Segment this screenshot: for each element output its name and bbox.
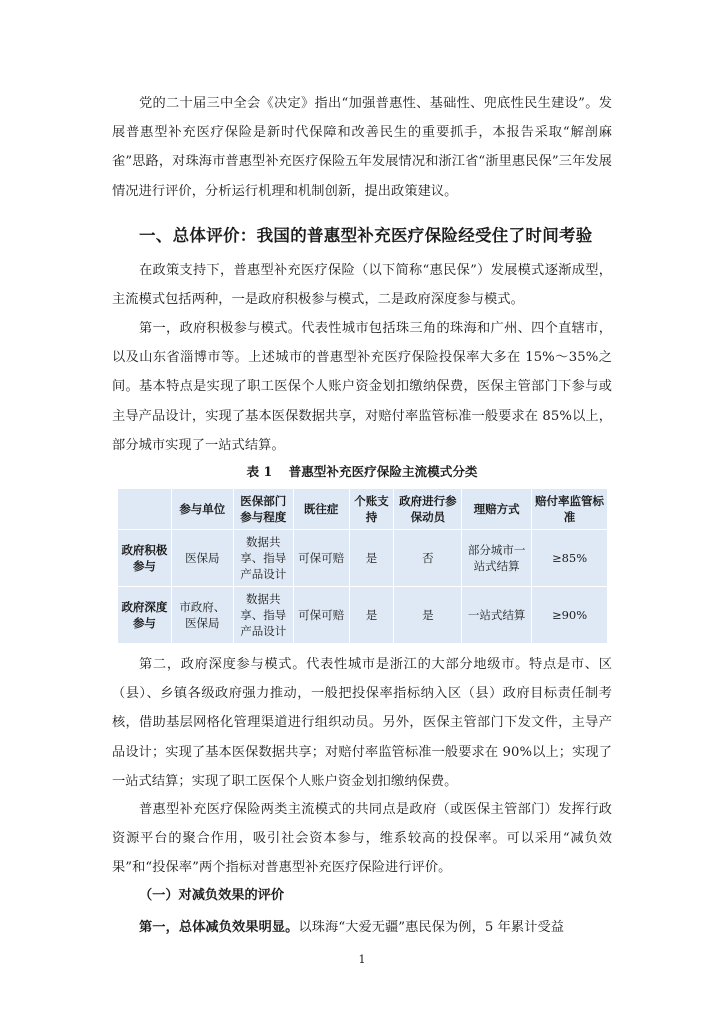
table-cell: 市政府、医保局 — [171, 587, 233, 644]
paragraph-mode-overview: 在政策支持下，普惠型补充医疗保险（以下简称“惠民保”）发展模式逐渐成型，主流模式包括两种，一是政府积极参与模式，二是政府深度参与模式。 — [112, 263, 612, 308]
subsection-heading: （一）对减负效果的评价 — [139, 888, 285, 903]
paragraph-deep-participation: 第二，政府深度参与模式。代表性城市是浙江的大部分地级市。特点是市、区（县）、乡镇各级政府强力推动，一般把投保率指标纳入区（县）政府目标责任制考核，借助基层网格化管理渠道进行组织动员。另外，医保主管部门下发文件，主导产品设计；实现了基本医保数据共享；对赔付率监管标准一般要求在 90%以上；实现了一站式结算；实现了职工医保个人账户资金划扣缴纳保费。 — [112, 657, 612, 789]
mode-classification-table — [117, 488, 608, 644]
paragraph-common-features: 普惠型补充医疗保险两类主流模式的共同点是政府（或医保主管部门）发挥行政资源平台的聚合作用，吸引社会资本参与，维系较高的投保率。可以采用“减负效果”和“投保率”两个指标对普惠型补充医疗保险进行评价。 — [112, 802, 612, 876]
table-caption-number: 表 1 — [246, 464, 273, 479]
paragraph-body: 以珠海“大爱无疆”惠民保为例，5 年累计受益 — [298, 920, 565, 935]
table-header-cell: 参与单位 — [171, 489, 233, 530]
section-heading-1: 一、总体评价：我国的普惠型补充医疗保险经受住了时间考验 — [139, 226, 593, 245]
table-header-cell: 个账支持 — [349, 489, 394, 530]
table-header-cell: 理赔方式 — [462, 489, 532, 530]
table-row-header: 政府深度参与 — [118, 587, 172, 644]
table-cell: 是 — [349, 587, 394, 644]
table-header-cell — [118, 489, 172, 530]
paragraph-burden-reduction — [112, 913, 612, 942]
table-cell: ≥90% — [532, 587, 608, 644]
table-row — [118, 587, 608, 644]
paragraph-active-participation: 第一，政府积极参与模式。代表性城市包括珠三角的珠海和广州、四个直辖市，以及山东省淄博市等。上述城市的普惠型补充医疗保险投保率大多在 15%～35%之间。基本特点是实现了职工医保个人账户资金划扣缴纳保费，医保主管部门下参与或主导产品设计，实现了基本医保数据共享，对赔付率监管标准一般要求在 85%以上，部分城市实现了一站式结算。 — [112, 321, 612, 453]
table-cell: 是 — [349, 530, 394, 587]
table-caption-title: 普惠型补充医疗保险主流模式分类 — [288, 464, 478, 479]
table-row-header: 政府积极参与 — [118, 530, 172, 587]
table-cell: 可保可赔 — [293, 530, 349, 587]
table-header-row — [118, 489, 608, 530]
table-cell: 数据共享、指导产品设计 — [233, 530, 293, 587]
table-cell: 数据共享、指导产品设计 — [233, 587, 293, 644]
table-cell: 一站式结算 — [462, 587, 532, 644]
table-caption — [0, 461, 724, 480]
table-cell: ≥85% — [532, 530, 608, 587]
table-cell: 可保可赔 — [293, 587, 349, 644]
page-number: 1 — [358, 953, 366, 966]
table-row — [118, 530, 608, 587]
table-header-cell: 医保部门参与程度 — [233, 489, 293, 530]
intro-paragraph: 党的二十届三中全会《决定》指出“加强普惠性、基础性、兜底性民生建设”。发展普惠型补充医疗保险是新时代保障和改善民生的重要抓手，本报告采取“解剖麻雀”思路，对珠海市普惠型补充医疗保险五年发展情况和浙江省“浙里惠民保”三年发展情况进行评价，分析运行机理和机制创新，提出政策建议。 — [112, 96, 612, 199]
table-cell: 医保局 — [171, 530, 233, 587]
table-cell: 部分城市一站式结算 — [462, 530, 532, 587]
table-cell: 否 — [394, 530, 462, 587]
table-header-cell: 既往症 — [293, 489, 349, 530]
table-header-cell: 政府进行参保动员 — [394, 489, 462, 530]
table-cell: 是 — [394, 587, 462, 644]
table-header-cell: 赔付率监管标准 — [532, 489, 608, 530]
paragraph-lead-bold: 第一，总体减负效果明显。 — [139, 920, 299, 935]
